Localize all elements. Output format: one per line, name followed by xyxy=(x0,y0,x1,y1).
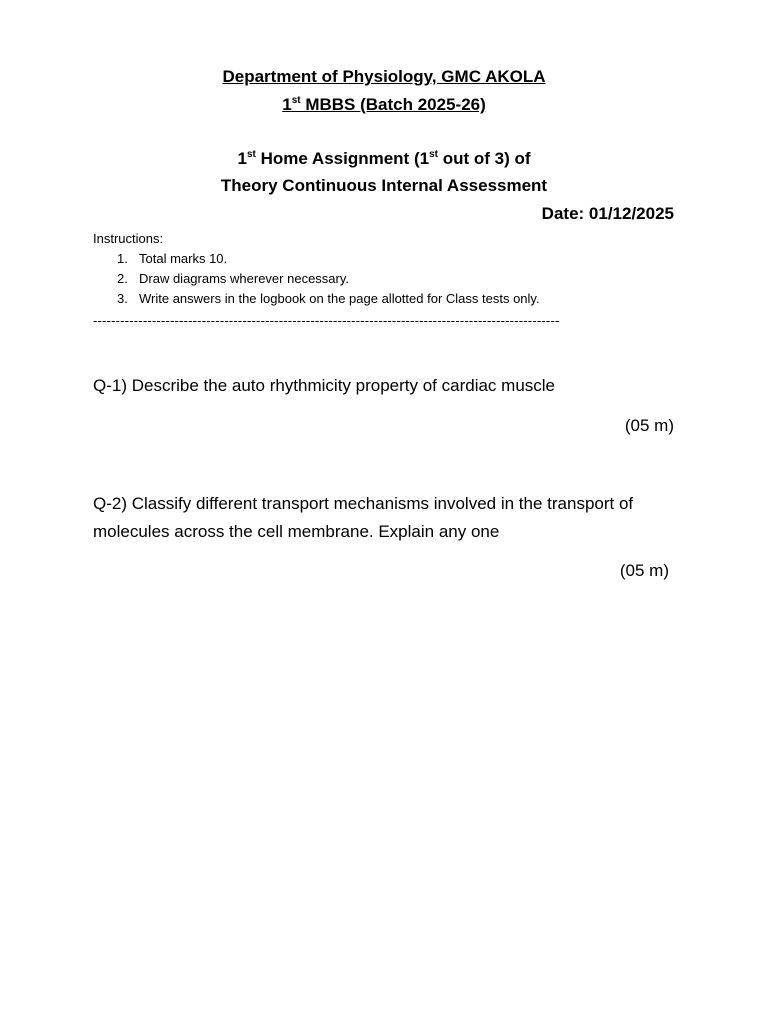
instruction-text: Total marks 10. xyxy=(139,251,228,266)
assessment-title-text: Theory Continuous Internal Assessment xyxy=(220,176,548,195)
assignment-heading xyxy=(0,149,768,169)
question-1: Q-1) Describe the auto rhythmicity property of cardiac muscle xyxy=(93,376,556,395)
instruction-item xyxy=(93,251,540,271)
instruction-item xyxy=(93,291,540,311)
instructions-list xyxy=(93,251,540,311)
course-superscript: st xyxy=(291,95,301,106)
question-1-marks: (05 m) xyxy=(624,416,674,435)
instruction-text: Draw diagrams wherever necessary. xyxy=(139,271,349,286)
course-heading xyxy=(0,95,768,115)
department-text: Department of Physiology, GMC AKOLA xyxy=(222,67,546,86)
course-number: 1 xyxy=(282,95,292,114)
question-2: Q-2) Classify different transport mechanisms involved in the transport of molecules across the cell membrane. Explain any one xyxy=(93,494,634,541)
assignment-superscript: st xyxy=(246,149,256,160)
question-2-marks: (05 m) xyxy=(619,561,669,580)
assignment-text-end: out of 3) of xyxy=(437,149,531,168)
instruction-item xyxy=(93,271,540,291)
date-line: Date: 01/12/2025 xyxy=(541,204,674,223)
department-heading xyxy=(0,67,768,87)
assignment-number: 1 xyxy=(237,149,247,168)
assignment-superscript-2: st xyxy=(429,149,438,160)
assignment-text: Home Assignment (1 xyxy=(255,149,430,168)
instruction-number: 1. xyxy=(117,251,128,266)
dashed-divider: ------------------------------------------------------------------------------------------------------- xyxy=(93,313,560,328)
assessment-title xyxy=(0,176,768,196)
instruction-number: 2. xyxy=(117,271,128,286)
instructions-label: Instructions: xyxy=(93,231,164,246)
course-text: MBBS (Batch 2025-26) xyxy=(300,95,486,114)
instruction-text: Write answers in the logbook on the page allotted for Class tests only. xyxy=(139,291,540,306)
instruction-number: 3. xyxy=(117,291,128,306)
